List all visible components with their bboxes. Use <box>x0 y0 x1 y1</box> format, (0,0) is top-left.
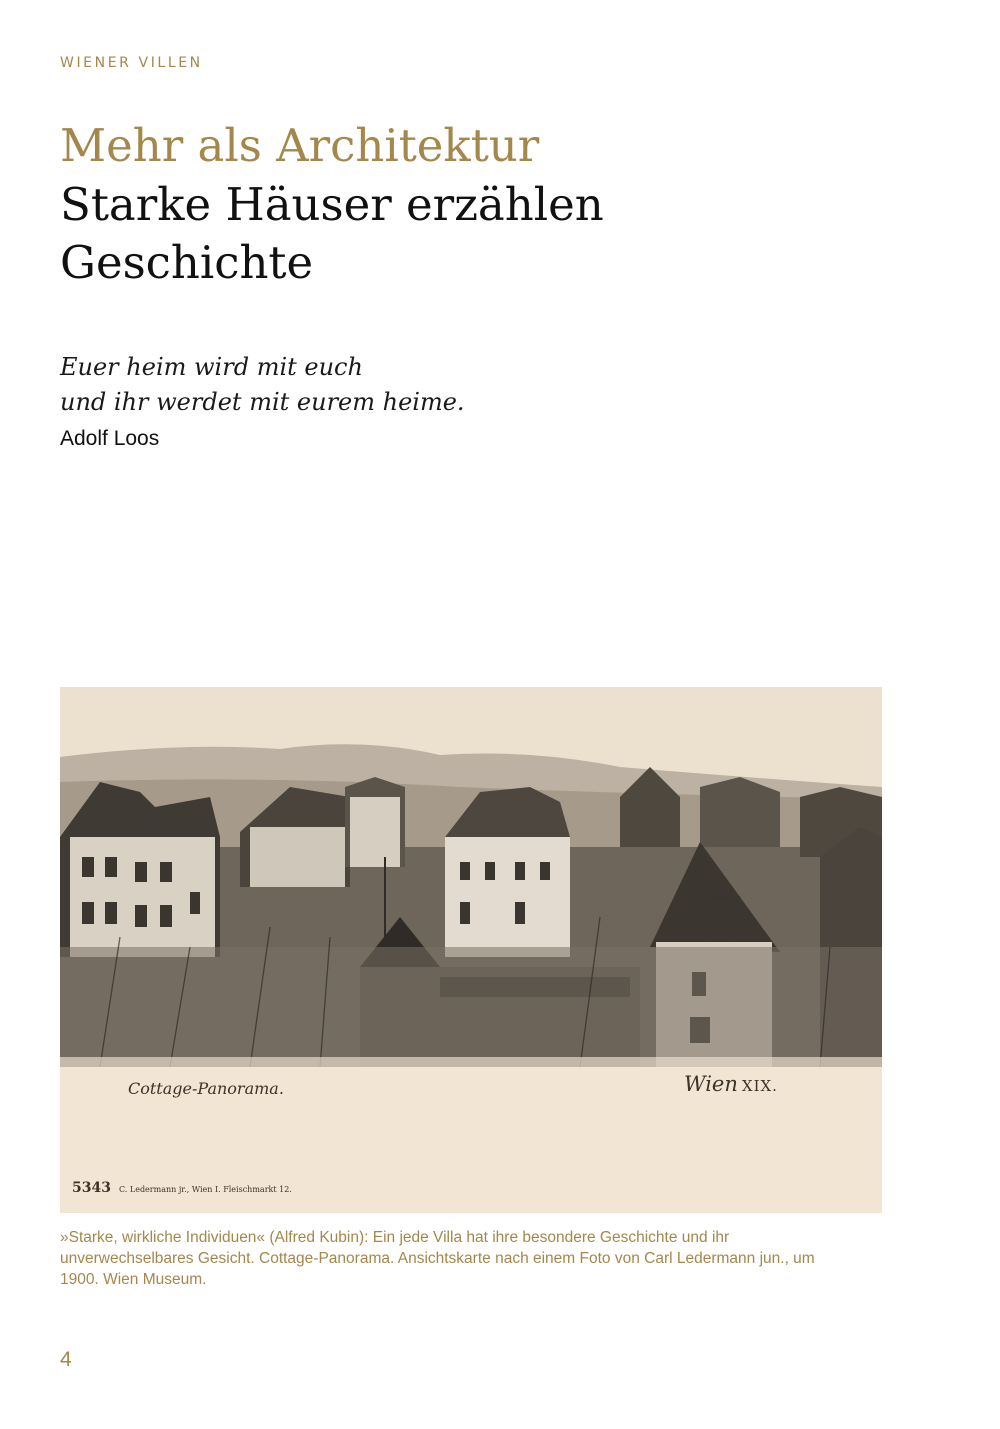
quote-line-2: und ihr werdet mit eurem heime. <box>60 388 465 416</box>
postcard-label-cottage-panorama: Cottage-Panorama. <box>128 1079 284 1098</box>
postcard-photo-illustration <box>60 687 882 1213</box>
image-caption: »Starke, wirkliche Individuen« (Alfred Kubin): Ein jede Villa hat ihre besondere Geschichte und ihr unverwechselbares Gesicht. Cottage-Panorama. Ansichtskarte nach einem Foto von Carl Ledermann jun., um 1900. Wien Museum. <box>60 1229 815 1288</box>
postcard-print-number: 5343 <box>72 1180 111 1196</box>
historic-postcard-image <box>60 687 882 1213</box>
postcard-printer-imprint <box>72 1180 292 1196</box>
postcard-label-district: XIX. <box>741 1077 778 1095</box>
page-title: Mehr als Architektur <box>60 119 540 172</box>
section-kicker: WIENER VILLEN <box>60 55 203 71</box>
page-number: 4 <box>60 1348 72 1371</box>
postcard-label-city: Wien <box>684 1072 738 1096</box>
epigraph-quote <box>60 350 465 420</box>
postcard-label-wien <box>684 1072 778 1096</box>
quote-author: Adolf Loos <box>60 427 160 450</box>
quote-line-1: Euer heim wird mit euch <box>60 353 363 381</box>
postcard-printer-line: C. Ledermann jr., Wien I. Fleischmarkt 12. <box>118 1185 292 1194</box>
page-subtitle: Starke Häuser erzählen Geschichte <box>60 178 604 289</box>
